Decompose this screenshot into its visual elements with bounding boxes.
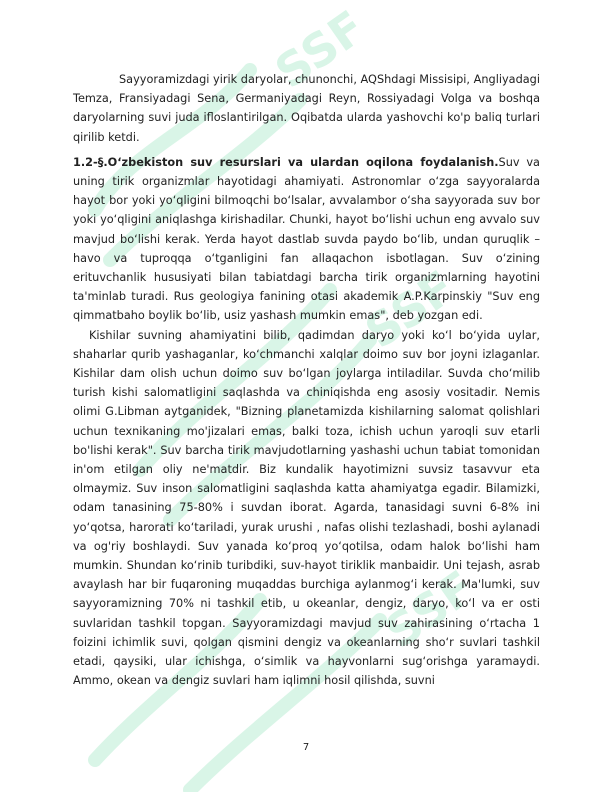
watermark-glyph-1: SSF [265, 0, 375, 100]
paragraph-water-importance [73, 153, 540, 326]
paragraph-rivers: Sayyoramizdagi yirik daryolar, chunonchi, AQShdagi Missisipi, Angliyadagi Temza, Fransiyadagi Sena, Germaniyadagi Reyn, Rossiyadagi Volga va boshqa daryolarning suvi juda ifloslantirilgan. Oqibatda ularda yashovchi ko'p baliq turlari qirilib ketdi. [73, 73, 540, 144]
paragraph-water-importance-body: Suv va uning tirik organizmlar hayotidagi ahamiyati. Astronomlar o‘zga sayyoralarda hayot bor yoki yo‘qligini bilmoqchi bo‘lsalar, avvalambor o‘sha sayyorada suv bor yoki yo‘qligini aniqlashga kirishadilar. Chunki, hayot bo‘lishi uchun eng avvalo suv mavjud bo‘lishi kerak. Yerda hayot dastlab suvda paydo bo‘lib, undan quruqlik – havo va tuproqqa o‘tganligini fan allaqachon isbotlagan. Suv o‘zining erituvchanlik hususiyati bilan tabiatdagi barcha tirik organizmlarning hayotini ta'minlab turadi. Rus geologiya fanining otasi akademik A.P.Karpinskiy "Suv eng qimmatbaho boylik bo‘lib, usiz yashash mumkin emas", deb yozgan edi. [73, 155, 540, 323]
document-body [73, 70, 540, 691]
watermark-glyph-2: SSF [355, 259, 465, 360]
page-number: 7 [302, 742, 310, 753]
section-heading: 1.2-§.O‘zbekiston suv resurslari va ulardan oqilona foydalanish. [73, 155, 499, 169]
watermark-glyph-3: SSF [375, 559, 485, 660]
paragraph-people-and-water: Kishilar suvning ahamiyatini bilib, qadimdan daryo yoki ko‘l bo‘yida uylar, shaharlar qurib yashaganlar, ko‘chmanchi xalqlar doimo suv bor joyni izlaganlar. Kishilar dam olish uchun doimo suv bo‘lgan joylarga intiladilar. Suvda cho‘milib turish kishi salomatligini saqlashda va chiniqishda eng asosiy vositadir. Nemis olimi G.Libman aytganidek, "Bizning planetamizda kishilarning salomat qolishlari uchun texnikaning mo'jizalari emas, balki toza, ichish uchun yaroqli suv etarli bo'lishi kerak". Suv barcha tirik mavjudotlarning yashashi uchun tabiat tomonidan in'om etilgan oliy ne'matdir. Biz kundalik hayotimizni suvsiz tasavvur eta olmaymiz. Suv inson salomatligini saqlashda katta ahamiyatga egadir. Bilamizki, odam tanasining 75-80% i suvdan iborat. Agarda, tanasidagi suvni 6-8% ini yo‘qotsa, harorati ko‘tariladi, yurak urushi , nafas olishi tezlashadi, boshi aylanadi va og'riy boshlaydi. Suv yanada ko‘proq yo‘qotilsa, odam halok bo‘lishi ham mumkin. Shundan ko‘rinib turibdiki, suv-hayot tiriklik manbaidir. Uni tejash, asrab avaylash har bir fuqaroning muqaddas burchiga aylanmog‘i kerak. Ma'lumki, suv sayyoramizning 70% ni tashkil etib, u okeanlar, dengiz, daryo, ko‘l va er osti suvlaridan tashkil topgan. Sayyoramizdagi mavjud suv zahirasining o‘rtacha 1 foizini ichimlik suvi, qolgan qismini dengiz va okeanlarning sho‘r suvlari tashkil etadi, qaysiki, ular ichishga, o‘simlik va hayvonlarni sug‘orishga yaramaydi. Ammo, okean va dengiz suvlari ham iqlimni hosil qilishda, suvni [73, 328, 540, 688]
